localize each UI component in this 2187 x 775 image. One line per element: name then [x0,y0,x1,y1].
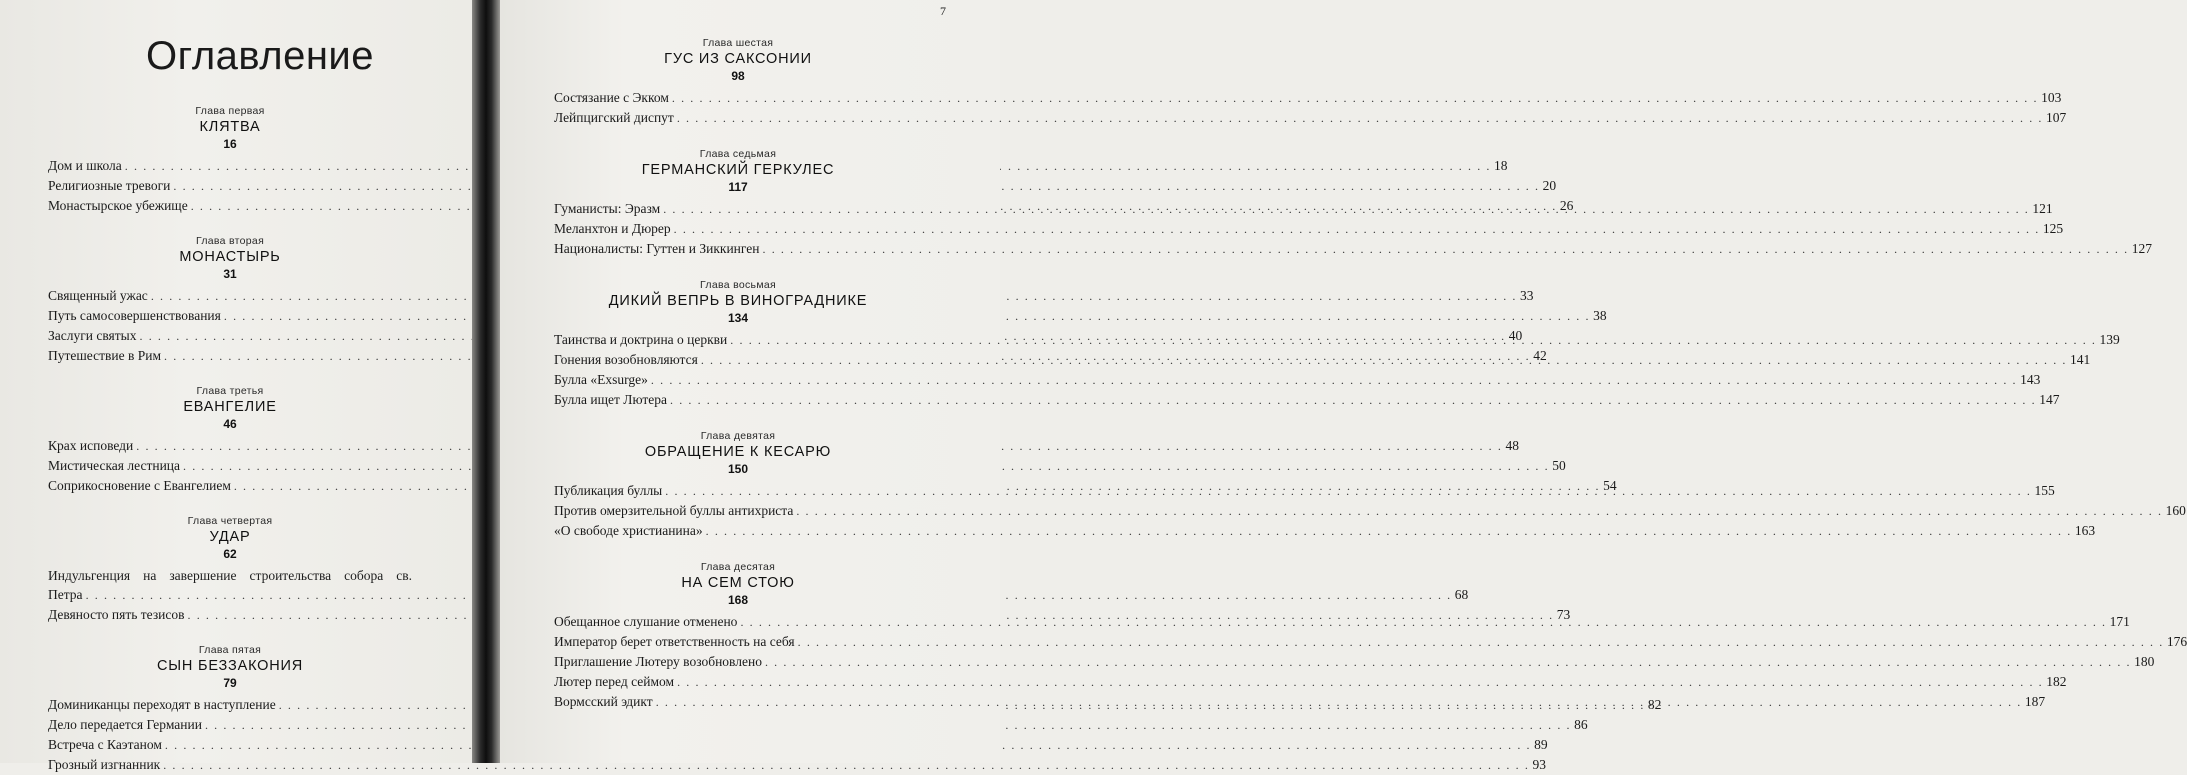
toc-entry[interactable] [48,735,1548,755]
entry-page: 187 [2024,694,2046,709]
toc-entry[interactable] [48,715,1588,735]
chapter-name[interactable]: ГУС ИЗ САКСОНИИ [664,51,812,67]
leader-dots [651,371,2017,390]
chapter-name[interactable]: ГЕРМАНСКИЙ ГЕРКУЛЕС [641,162,835,178]
entry-title: Вормсский эдикт [554,694,653,709]
page-title: Оглавление [146,34,375,78]
toc-entry[interactable] [554,88,2062,108]
entry-title: Дом и школа [48,158,122,173]
leader-dots [665,482,2031,501]
entry-title: Крах исповеди [48,438,134,453]
entry-title: Священный ужас [48,288,148,303]
entry-title: Грозный изгнанник [48,757,161,772]
entry-page: 160 [2165,503,2186,518]
leader-dots [670,391,2036,410]
entry-title: Встреча с Каэтаном [48,737,162,752]
entry-page: 40 [1508,328,1523,343]
leader-dots [730,331,2096,350]
leader-dots [706,522,2072,541]
entry-page: 33 [1520,288,1534,303]
entry-title: Состязание с Экком [554,90,669,105]
entry-title: Булла ищет Лютера [554,392,667,407]
chapter-name[interactable]: СЫН БЕЗЗАКОНИЯ [157,658,303,674]
entry-page: 18 [1494,158,1508,173]
entry-title-line-2: Петра [48,587,83,602]
chapter-page: 46 [223,417,237,431]
toc-entry[interactable] [554,370,2041,390]
entry-title: Дело передается Германии [48,717,202,732]
chapter-label: Глава вторая [195,235,265,247]
entry-title: Лютер перед сеймом [554,674,675,689]
chapter-page: 98 [731,69,745,83]
entry-title: Меланхтон и Дюрер [554,221,671,236]
leader-dots [663,200,2029,219]
page-number: 7 [940,4,946,18]
chapter-page: 150 [727,462,749,476]
entry-title: Монастырское убежище [48,198,188,213]
chapter-label: Глава пятая [198,644,262,656]
entry-page: 48 [1505,438,1519,453]
chapter-name[interactable]: ЕВАНГЕЛИЕ [183,399,277,415]
chapter-page: 79 [223,676,237,690]
leader-dots [701,351,2067,370]
entry-page: 20 [1542,178,1557,193]
entry-title: Религиозные тревоги [48,178,171,193]
entry-page: 50 [1552,458,1566,473]
entry-page: 103 [2041,90,2062,105]
entry-title: Соприкосновение с Евангелием [48,478,231,493]
entry-page: 121 [2032,201,2053,216]
toc-entry[interactable] [554,390,2060,410]
chapter-name[interactable]: НА СЕМ СТОЮ [681,575,795,591]
entry-title: Гонения возобновляются [554,352,698,367]
entry-page: 147 [2039,392,2060,407]
entry-title-line-1: Индульгенция на завершение строительства собора св. [48,568,412,583]
chapter-name[interactable]: КЛЯТВА [199,119,261,135]
chapter-label: Глава третья [196,385,264,397]
entry-title: Заслуги святых [48,328,137,343]
entry-page: 93 [1532,757,1546,772]
chapter-page: 168 [727,593,749,607]
leader-dots [798,633,2164,652]
chapter-6 [554,37,2067,128]
entry-title: Путешествие в Рим [48,348,161,363]
leader-dots [740,613,2106,632]
chapter-label: Глава восьмая [700,279,776,291]
entry-title: Девяносто пять тезисов [48,607,185,622]
entry-page: 54 [1603,478,1617,493]
entry-title: Приглашение Лютеру возобновлено [554,654,762,669]
leader-dots [765,653,2131,672]
entry-page: 73 [1556,607,1571,622]
entry-page: 107 [2046,110,2067,125]
entry-title: Националисты: Гуттен и Зиккинген [554,241,760,256]
entry-title: Мистическая лестница [48,458,181,473]
entry-page: 182 [2046,674,2067,689]
entry-page: 42 [1533,348,1547,363]
entry-title: Булла «Exsurge» [554,372,648,387]
chapter-label: Глава четвертая [187,515,273,527]
entry-page: 38 [1593,308,1607,323]
entry-title: Публикация буллы [554,483,663,498]
chapter-label: Глава десятая [700,561,776,573]
entry-page: 82 [1647,697,1662,712]
entry-page: 68 [1454,587,1469,602]
chapter-label: Глава шестая [702,37,774,49]
book-spine-gutter [472,0,500,763]
entry-page: 143 [2020,372,2041,387]
entry-page: 176 [2166,634,2187,649]
leader-dots [672,89,2038,108]
entry-page: 171 [2109,614,2130,629]
entry-page: 139 [2099,332,2120,347]
toc-entry[interactable] [554,219,2064,239]
toc-entry[interactable] [554,632,2187,652]
toc-entry[interactable] [554,652,2155,672]
toc-entry[interactable] [554,521,2096,541]
chapter-page: 117 [728,180,748,194]
toc-entry[interactable] [554,108,2067,128]
entry-title: Таинства и доктрина о церкви [554,332,728,347]
toc-entry[interactable] [554,501,2186,521]
chapter-name[interactable]: МОНАСТЫРЬ [179,249,281,265]
entry-title: Лейпцигский диспут [554,110,674,125]
entry-title: «О свободе христианина» [554,523,703,538]
entry-page: 163 [2074,523,2096,538]
entry-page: 141 [2070,352,2091,367]
entry-page: 26 [1559,198,1574,213]
leader-dots [763,240,2129,259]
chapter-page: 62 [223,547,237,561]
toc-entry[interactable] [48,755,1546,775]
chapter-page: 134 [727,311,749,325]
entry-title: Гуманисты: Эразм [554,201,661,216]
entry-title: Доминиканцы переходят в наступление [48,697,276,712]
entry-page: 155 [2034,483,2055,498]
chapter-label: Глава первая [195,105,265,117]
toc-entry[interactable] [554,239,2152,259]
entry-page: 86 [1574,717,1588,732]
entry-title: Император берет ответственность на себя [554,634,795,649]
leader-dots [677,673,2043,692]
chapter-name[interactable]: УДАР [209,529,251,545]
entry-title: Против омерзительной буллы антихриста [554,503,794,518]
entry-page: 125 [2042,221,2064,236]
leader-dots [656,693,2022,712]
chapter-name[interactable]: ОБРАЩЕНИЕ К КЕСАРЮ [644,444,832,460]
toc-entry[interactable] [554,672,2067,692]
entry-title: Путь самосовершенствования [48,308,221,323]
chapter-name[interactable]: ДИКИЙ ВЕПРЬ В ВИНОГРАДНИКЕ [608,293,868,309]
chapter-label: Глава седьмая [699,148,777,160]
entry-page: 127 [2131,241,2152,256]
chapter-page: 16 [223,137,237,151]
leader-dots [674,220,2040,239]
entry-page: 180 [2134,654,2155,669]
entry-page: 89 [1534,737,1548,752]
leader-dots [796,502,2162,521]
leader-dots [677,109,2043,128]
chapter-label: Глава девятая [700,430,776,442]
entry-title: Обещанное слушание отменено [554,614,738,629]
chapter-page: 31 [223,267,237,281]
